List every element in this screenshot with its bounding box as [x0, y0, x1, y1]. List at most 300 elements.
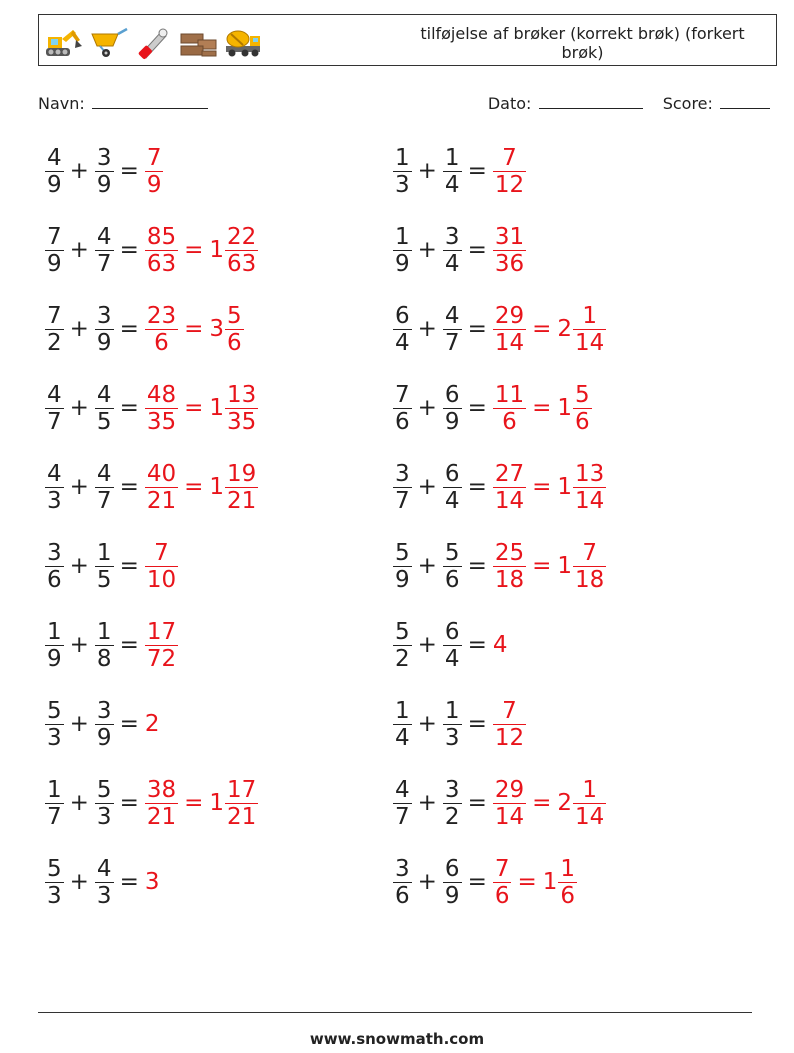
denominator: 21: [227, 803, 257, 830]
mixed-number: [557, 540, 606, 593]
operator: +: [69, 395, 89, 421]
numerator: 11: [494, 381, 525, 408]
fraction: [393, 303, 412, 356]
denominator: 7: [47, 408, 62, 435]
numerator: 7: [502, 697, 517, 724]
numerator: 7: [47, 302, 62, 329]
fraction: [493, 856, 512, 909]
problem-item: [45, 220, 258, 280]
operator: =: [467, 711, 487, 737]
numerator: 4: [47, 144, 62, 171]
worksheet-title: tilføjelse af brøker (korrekt brøk) (forkert brøk): [420, 24, 745, 62]
numerator: 29: [494, 776, 525, 803]
operator: +: [417, 632, 437, 658]
numerator: 7: [154, 539, 169, 566]
numerator: 6: [444, 460, 460, 487]
fraction: [95, 461, 114, 514]
operator: 3: [209, 316, 225, 342]
denominator: 14: [494, 329, 525, 356]
problem-item: [393, 536, 606, 596]
denominator: 8: [96, 645, 112, 672]
operator: +: [417, 790, 437, 816]
operator: 4: [492, 632, 508, 658]
operator: =: [184, 395, 204, 421]
fraction: [45, 145, 64, 198]
fraction: [45, 777, 64, 830]
denominator: 3: [96, 803, 112, 830]
operator: +: [417, 711, 437, 737]
fraction: [393, 698, 412, 751]
problem-item: [45, 141, 163, 201]
fraction: [45, 698, 64, 751]
name-label: Navn:: [38, 94, 85, 113]
denominator: 6: [47, 566, 62, 593]
numerator: 1: [47, 776, 62, 803]
numerator: 1: [395, 223, 410, 250]
fraction: [493, 145, 526, 198]
problem-item: [45, 773, 258, 833]
problem-item: [45, 694, 159, 754]
fraction: [393, 540, 412, 593]
numerator: 3: [444, 776, 460, 803]
operator: 1: [542, 869, 558, 895]
fraction: [225, 461, 258, 514]
numerator: 4: [96, 460, 112, 487]
problem-item: [45, 378, 258, 438]
wheelbarrow-icon: [88, 24, 129, 60]
problem-item: [393, 220, 526, 280]
denominator: 3: [47, 724, 62, 751]
numerator: 3: [96, 697, 112, 724]
operator: +: [69, 553, 89, 579]
fraction: [573, 777, 606, 830]
denominator: 7: [395, 487, 410, 514]
footer-divider: [38, 1012, 752, 1013]
operator: =: [467, 553, 487, 579]
numerator: 1: [96, 618, 112, 645]
denominator: 9: [47, 645, 62, 672]
fraction: [573, 461, 606, 514]
numerator: 29: [494, 302, 525, 329]
numerator: 3: [395, 855, 410, 882]
operator: 2: [557, 790, 573, 816]
numerator: 4: [96, 381, 112, 408]
score-blank[interactable]: [720, 93, 770, 109]
operator: =: [119, 474, 139, 500]
numerator: 4: [395, 776, 410, 803]
numerator: 27: [494, 460, 525, 487]
numerator: 85: [146, 223, 177, 250]
score-label: Score:: [662, 94, 713, 113]
numerator: 7: [582, 539, 597, 566]
numerator: 1: [582, 302, 597, 329]
fraction: [45, 224, 64, 277]
operator: +: [417, 869, 437, 895]
numerator: 1: [444, 144, 460, 171]
denominator: 4: [444, 250, 460, 277]
fraction: [145, 382, 178, 435]
fraction: [558, 856, 577, 909]
mixed-number: [209, 224, 258, 277]
denominator: 21: [146, 803, 177, 830]
problem-item: [393, 773, 606, 833]
operator: =: [467, 158, 487, 184]
excavator-icon: [43, 24, 84, 60]
denominator: 35: [146, 408, 177, 435]
numerator: 7: [502, 144, 517, 171]
denominator: 14: [575, 487, 605, 514]
name-field: [38, 93, 208, 113]
denominator: 3: [47, 487, 62, 514]
numerator: 4: [47, 381, 62, 408]
denominator: 4: [444, 645, 460, 672]
mixed-number: [209, 382, 258, 435]
denominator: 2: [395, 645, 410, 672]
operator: =: [184, 237, 204, 263]
denominator: 21: [227, 487, 257, 514]
fraction: [443, 303, 462, 356]
denominator: 14: [575, 329, 605, 356]
numerator: 6: [444, 618, 460, 645]
numerator: 5: [96, 776, 112, 803]
fraction: [45, 540, 64, 593]
denominator: 63: [146, 250, 177, 277]
fraction: [443, 224, 462, 277]
denominator: 5: [96, 566, 112, 593]
fraction: [443, 698, 462, 751]
denominator: 18: [575, 566, 605, 593]
problem-item: [45, 457, 258, 517]
denominator: 63: [227, 250, 257, 277]
operator: 1: [209, 790, 225, 816]
denominator: 7: [395, 803, 410, 830]
operator: =: [532, 474, 552, 500]
numerator: 3: [395, 460, 410, 487]
mixed-number: [209, 461, 258, 514]
numerator: 6: [444, 855, 460, 882]
numerator: 5: [227, 302, 242, 329]
numerator: 40: [146, 460, 177, 487]
fraction: [573, 540, 606, 593]
problem-item: [45, 852, 159, 912]
problem-item: [45, 299, 244, 359]
problem-item: [393, 852, 577, 912]
fraction: [95, 145, 114, 198]
operator: +: [417, 553, 437, 579]
mixed-number: [557, 303, 606, 356]
operator: 1: [209, 395, 225, 421]
numerator: 5: [575, 381, 590, 408]
worksheet-header: [38, 14, 777, 66]
numerator: 19: [227, 460, 257, 487]
fraction: [95, 856, 114, 909]
operator: =: [119, 237, 139, 263]
operator: =: [119, 158, 139, 184]
numerator: 6: [395, 302, 410, 329]
denominator: 3: [47, 882, 62, 909]
numerator: 25: [494, 539, 525, 566]
numerator: 5: [395, 539, 410, 566]
numerator: 1: [47, 618, 62, 645]
operator: 2: [557, 316, 573, 342]
fraction: [493, 777, 526, 830]
operator: +: [69, 711, 89, 737]
numerator: 22: [227, 223, 257, 250]
denominator: 7: [444, 329, 460, 356]
problem-item: [393, 694, 526, 754]
fraction: [45, 382, 64, 435]
denominator: 2: [47, 329, 62, 356]
operator: +: [69, 790, 89, 816]
numerator: 6: [444, 381, 460, 408]
fraction: [45, 461, 64, 514]
fraction: [95, 303, 114, 356]
operator: =: [467, 237, 487, 263]
denominator: 21: [146, 487, 177, 514]
operator: =: [532, 553, 552, 579]
denominator: 7: [47, 803, 62, 830]
numerator: 1: [395, 144, 410, 171]
operator: =: [467, 790, 487, 816]
fraction: [443, 856, 462, 909]
denominator: 9: [146, 171, 162, 198]
fraction: [443, 461, 462, 514]
fraction: [393, 224, 412, 277]
operator: =: [184, 790, 204, 816]
denominator: 9: [47, 250, 62, 277]
denominator: 4: [395, 329, 410, 356]
operator: +: [69, 474, 89, 500]
mixed-number: [543, 856, 577, 909]
fraction: [95, 777, 114, 830]
operator: =: [467, 474, 487, 500]
operator: =: [467, 316, 487, 342]
operator: =: [119, 632, 139, 658]
fraction: [95, 382, 114, 435]
operator: +: [417, 395, 437, 421]
fraction: [145, 303, 178, 356]
name-blank[interactable]: [92, 93, 208, 109]
numerator: 3: [444, 223, 460, 250]
fraction: [95, 698, 114, 751]
problem-item: [393, 141, 526, 201]
denominator: 35: [227, 408, 257, 435]
denominator: 6: [494, 882, 510, 909]
operator: =: [119, 869, 139, 895]
denominator: 14: [494, 487, 525, 514]
denominator: 9: [47, 171, 62, 198]
bricks-icon: [178, 24, 219, 60]
numerator: 31: [494, 223, 525, 250]
operator: =: [119, 711, 139, 737]
fraction: [443, 145, 462, 198]
numerator: 4: [96, 855, 112, 882]
operator: +: [417, 158, 437, 184]
numerator: 7: [47, 223, 62, 250]
fraction: [225, 224, 258, 277]
fraction: [393, 777, 412, 830]
denominator: 6: [227, 329, 242, 356]
denominator: 14: [494, 803, 525, 830]
denominator: 9: [444, 882, 460, 909]
operator: 1: [557, 553, 573, 579]
mixed-number: [557, 777, 606, 830]
denominator: 4: [444, 171, 460, 198]
numerator: 7: [146, 144, 162, 171]
fraction: [393, 382, 412, 435]
denominator: 6: [395, 408, 410, 435]
numerator: 13: [227, 381, 257, 408]
fraction: [493, 224, 526, 277]
numerator: 1: [96, 539, 112, 566]
operator: +: [69, 632, 89, 658]
operator: =: [119, 316, 139, 342]
denominator: 4: [395, 724, 410, 751]
denominator: 9: [395, 250, 410, 277]
mixed-number: [209, 777, 258, 830]
fraction: [493, 461, 526, 514]
denominator: 6: [575, 408, 590, 435]
numerator: 7: [395, 381, 410, 408]
denominator: 3: [96, 882, 112, 909]
fraction: [145, 145, 164, 198]
numerator: 23: [146, 302, 177, 329]
operator: +: [69, 869, 89, 895]
numerator: 38: [146, 776, 177, 803]
problem-item: [45, 615, 178, 675]
fraction: [95, 540, 114, 593]
operator: 1: [209, 474, 225, 500]
operator: 1: [209, 237, 225, 263]
date-score-fields: [488, 93, 770, 113]
denominator: 3: [444, 724, 460, 751]
mixed-number: [209, 303, 243, 356]
cement-mixer-truck-icon: [223, 24, 264, 60]
numerator: 1: [560, 855, 576, 882]
denominator: 6: [154, 329, 169, 356]
fraction: [393, 461, 412, 514]
fraction: [493, 303, 526, 356]
numerator: 3: [96, 144, 112, 171]
denominator: 6: [444, 566, 460, 593]
denominator: 36: [494, 250, 525, 277]
fraction: [443, 619, 462, 672]
fraction: [95, 619, 114, 672]
fraction: [493, 698, 526, 751]
numerator: 17: [146, 618, 177, 645]
denominator: 7: [96, 487, 112, 514]
fraction: [443, 777, 462, 830]
operator: 3: [144, 869, 160, 895]
problem-item: [393, 615, 507, 675]
mixed-number: [557, 382, 591, 435]
fraction: [145, 461, 178, 514]
fraction: [225, 382, 258, 435]
fraction: [393, 856, 412, 909]
header-icons: [43, 24, 264, 60]
operator: +: [69, 237, 89, 263]
operator: =: [119, 790, 139, 816]
numerator: 5: [47, 855, 62, 882]
fraction: [45, 303, 64, 356]
operator: =: [119, 395, 139, 421]
fraction: [573, 382, 592, 435]
date-label: Dato:: [487, 94, 532, 113]
operator: =: [184, 474, 204, 500]
fraction: [393, 619, 412, 672]
denominator: 18: [494, 566, 525, 593]
numerator: 1: [444, 697, 460, 724]
fraction: [443, 540, 462, 593]
fraction: [45, 856, 64, 909]
numerator: 5: [395, 618, 410, 645]
denominator: 7: [96, 250, 112, 277]
operator: =: [517, 869, 537, 895]
denominator: 12: [494, 171, 525, 198]
operator: +: [69, 158, 89, 184]
denominator: 10: [146, 566, 177, 593]
numerator: 4: [444, 302, 460, 329]
denominator: 6: [502, 408, 517, 435]
fraction: [145, 540, 178, 593]
fraction: [145, 224, 178, 277]
numerator: 4: [47, 460, 62, 487]
denominator: 14: [575, 803, 605, 830]
numerator: 1: [395, 697, 410, 724]
numerator: 5: [47, 697, 62, 724]
numerator: 17: [227, 776, 257, 803]
fraction: [225, 777, 258, 830]
date-blank[interactable]: [539, 93, 643, 109]
fraction: [145, 777, 178, 830]
denominator: 4: [444, 487, 460, 514]
fraction: [573, 303, 606, 356]
operator: =: [119, 553, 139, 579]
denominator: 9: [444, 408, 460, 435]
operator: 1: [557, 474, 573, 500]
operator: 1: [557, 395, 573, 421]
numerator: 3: [47, 539, 62, 566]
denominator: 9: [96, 329, 112, 356]
operator: +: [69, 316, 89, 342]
fraction: [443, 382, 462, 435]
fraction: [225, 303, 244, 356]
chainsaw-icon: [133, 24, 174, 60]
numerator: 4: [96, 223, 112, 250]
fraction: [493, 382, 526, 435]
numerator: 3: [96, 302, 112, 329]
fraction: [393, 145, 412, 198]
problem-item: [393, 378, 592, 438]
denominator: 12: [494, 724, 525, 751]
denominator: 5: [96, 408, 112, 435]
operator: +: [417, 474, 437, 500]
problem-item: [393, 457, 606, 517]
numerator: 5: [444, 539, 460, 566]
numerator: 48: [146, 381, 177, 408]
operator: =: [532, 316, 552, 342]
denominator: 6: [395, 882, 410, 909]
operator: =: [467, 869, 487, 895]
mixed-number: [557, 461, 606, 514]
numerator: 13: [575, 460, 605, 487]
problem-item: [393, 299, 606, 359]
denominator: 9: [395, 566, 410, 593]
denominator: 9: [96, 724, 112, 751]
operator: =: [532, 790, 552, 816]
operator: =: [184, 316, 204, 342]
fraction: [493, 540, 526, 593]
